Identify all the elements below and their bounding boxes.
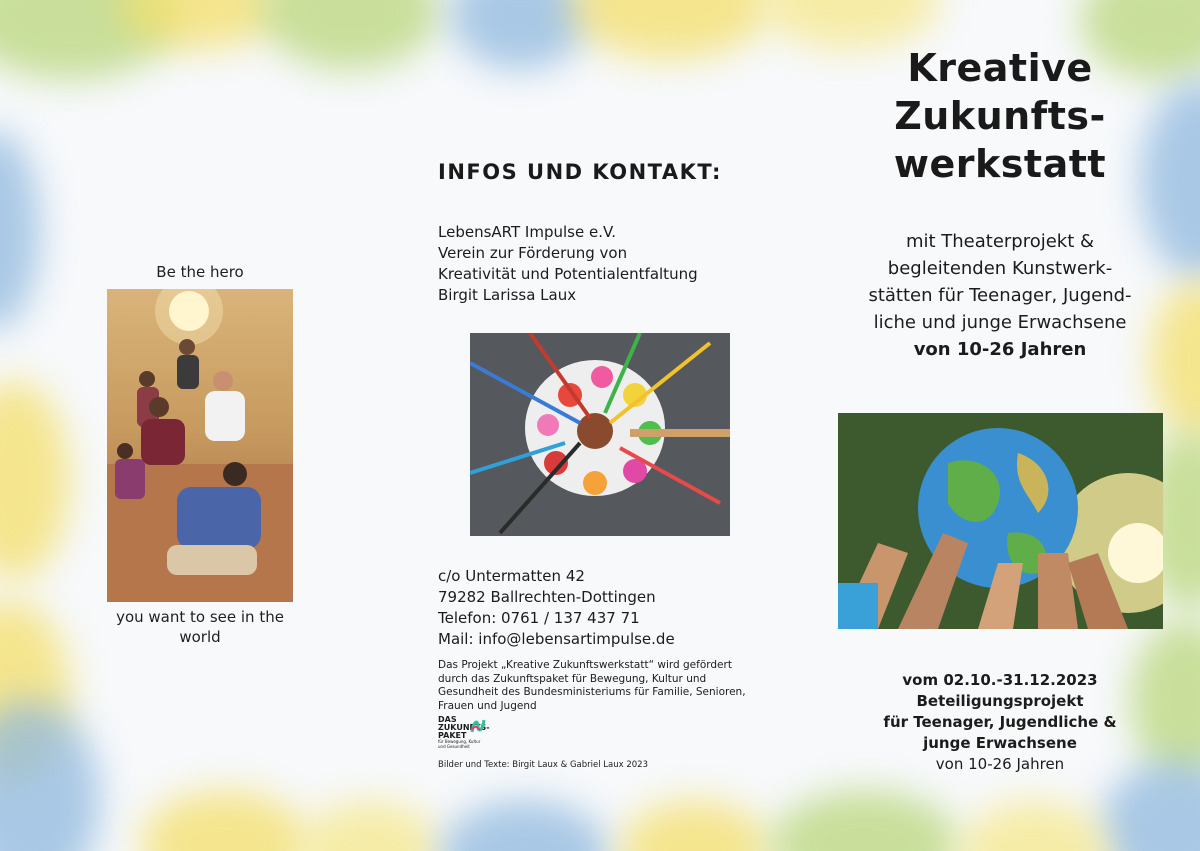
image-credits: Bilder und Texte: Birgit Laux & Gabriel Laux 2023 — [438, 760, 648, 770]
paint-palette-photo — [470, 333, 730, 536]
funding-notice: Das Projekt „Kreative Zukunftswerkstatt“ wird gefördert durch das Zukunftspaket für Bewegung, Kultur und Gesundheit des Bundesministeriums für Familie, Senioren, Frauen und Jugend — [438, 659, 746, 712]
right-panel — [800, 0, 1200, 851]
org-name: LebensART Impulse e.V. — [438, 223, 617, 241]
target-group-2: junge Erwachsene — [923, 734, 1077, 752]
postal-contact — [438, 566, 675, 650]
brochure-title: Kreative Zukunfts- werkstatt — [893, 46, 1107, 186]
address-city: 79282 Ballrechten-Dottingen — [438, 588, 656, 606]
participation-project: Beteiligungsprojekt — [916, 692, 1084, 710]
phone-number: Telefon: 0761 / 137 437 71 — [438, 609, 640, 627]
left-panel — [0, 0, 400, 851]
brochure-subtitle: mit Theaterprojekt & begleitenden Kunstwerk- stätten für Teenager, Jugend- liche und junge Erwachsene von 10-26 Jahren — [800, 228, 1200, 363]
age-range: von 10-26 Jahren — [935, 755, 1065, 773]
globe-hands-photo — [838, 413, 1163, 629]
address-street: c/o Untermatten 42 — [438, 567, 585, 585]
caption-be-the-hero: Be the hero — [156, 263, 244, 281]
project-dates — [800, 670, 1200, 775]
organization-info — [438, 222, 698, 306]
contact-heading: INFOS UND KONTAKT: — [438, 160, 722, 184]
zukunftspaket-logo-mark-icon — [470, 718, 486, 734]
org-description-1: Verein zur Förderung von — [438, 244, 628, 262]
caption-world-line-2: world — [179, 628, 221, 646]
org-description-2: Kreativität und Potentialentfaltung — [438, 265, 698, 283]
org-contact-person: Birgit Larissa Laux — [438, 286, 577, 304]
date-range: vom 02.10.-31.12.2023 — [902, 671, 1098, 689]
caption-world-line-1: you want to see in the — [116, 608, 284, 626]
middle-panel — [400, 0, 800, 851]
target-group-1: für Teenager, Jugendliche & — [883, 713, 1117, 731]
theater-group-photo — [107, 289, 293, 602]
age-range-bold: von 10-26 Jahren — [913, 339, 1087, 360]
zukunftspaket-logo: DAS ZUKUNFTS- PAKET für Bewegung, Kultur und Gesundheit — [438, 715, 490, 749]
email-address: Mail: info@lebensartimpulse.de — [438, 630, 675, 648]
